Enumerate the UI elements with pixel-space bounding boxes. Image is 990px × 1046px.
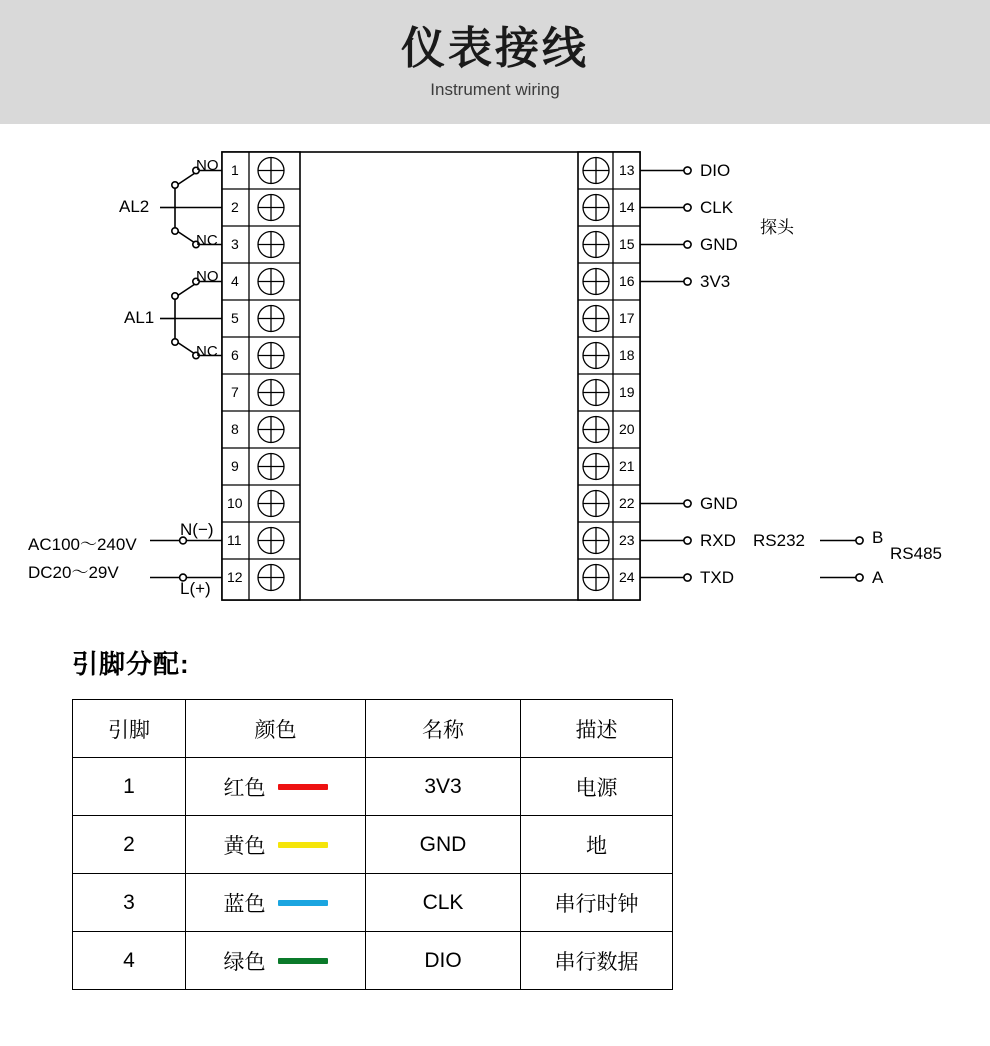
terminal-number-17: 17 [619,310,635,326]
table-row [73,758,673,816]
label-power-dc: DC20～29V [28,563,119,582]
terminal-number-4: 4 [231,273,239,289]
label-3v3: 3V3 [700,272,731,291]
terminal-number-3: 3 [231,236,239,252]
label-al2: AL2 [119,197,150,216]
terminal-number-22: 22 [619,495,635,511]
cell-color-label: 绿色 [223,950,266,974]
pin-assignment-table [72,699,673,990]
cell-desc: 电源 [521,758,673,816]
terminal-number-6: 6 [231,347,239,363]
color-swatch-icon [278,842,328,848]
terminal-number-5: 5 [231,310,239,326]
label-no-al1: NO [196,268,219,285]
page-subtitle: Instrument wiring [430,80,560,100]
cell-pin: 2 [73,816,186,874]
cell-desc: 串行数据 [521,932,673,990]
label-rs485: RS485 [890,544,942,563]
cell-pin: 4 [73,932,186,990]
cell-name: CLK [366,874,521,932]
color-swatch-icon [278,900,328,906]
page-header [0,0,990,124]
terminal-number-1: 1 [231,162,239,178]
label-gnd-serial: GND [700,494,738,513]
label-rs485-a: A [872,568,884,587]
label-nc-al1: NC [196,343,218,360]
cell-name: DIO [366,932,521,990]
cell-color [186,932,366,990]
terminal-number-8: 8 [231,421,239,437]
terminal-number-7: 7 [231,384,239,400]
label-al1: AL1 [124,308,155,327]
column-header-color: 颜色 [186,700,366,758]
pin-assignment-section [0,644,990,990]
label-rs232: RS232 [753,531,805,550]
column-header-pin: 引脚 [73,700,186,758]
label-dio: DIO [700,161,731,180]
label-rs485-b: B [872,528,884,547]
cell-color-label: 黄色 [223,834,266,858]
terminal-number-20: 20 [619,421,635,437]
terminal-number-16: 16 [619,273,635,289]
terminal-number-23: 23 [619,532,635,548]
cell-desc: 地 [521,816,673,874]
cell-pin: 1 [73,758,186,816]
label-nc-al2: NC [196,232,218,249]
table-header-row [73,700,673,758]
cell-name: 3V3 [366,758,521,816]
terminal-number-2: 2 [231,199,239,215]
terminal-number-11: 11 [227,532,242,548]
label-gnd-probe: GND [700,235,738,254]
label-clk: CLK [700,198,734,217]
table-row [73,932,673,990]
label-txd: TXD [700,568,734,587]
label-neutral: N(−) [180,520,214,539]
cell-color-label: 红色 [223,776,266,800]
terminal-number-21: 21 [619,458,635,474]
cell-color-label: 蓝色 [223,892,266,916]
cell-name: GND [366,816,521,874]
terminal-number-24: 24 [619,569,635,585]
terminal-number-18: 18 [619,347,635,363]
terminal-number-15: 15 [619,236,635,252]
terminal-number-13: 13 [619,162,635,178]
terminal-number-9: 9 [231,458,239,474]
label-rxd: RXD [700,531,736,550]
cell-color [186,816,366,874]
label-live: L(+) [180,579,211,598]
table-row [73,816,673,874]
page-title: 仪表接线 [401,23,589,73]
color-swatch-icon [278,958,328,964]
color-swatch-icon [278,784,328,790]
wiring-diagram [0,124,990,644]
label-probe: 探头 [760,218,794,237]
cell-pin: 3 [73,874,186,932]
column-header-desc: 描述 [521,700,673,758]
table-row [73,874,673,932]
cell-color [186,758,366,816]
pin-assignment-title: 引脚分配: [72,649,190,679]
column-header-name: 名称 [366,700,521,758]
terminal-number-19: 19 [619,384,635,400]
label-power-ac: AC100～240V [28,535,137,554]
cell-color [186,874,366,932]
terminal-number-14: 14 [619,199,635,215]
terminal-number-10: 10 [227,495,243,511]
cell-desc: 串行时钟 [521,874,673,932]
terminal-number-12: 12 [227,569,243,585]
label-no-al2: NO [196,157,219,174]
